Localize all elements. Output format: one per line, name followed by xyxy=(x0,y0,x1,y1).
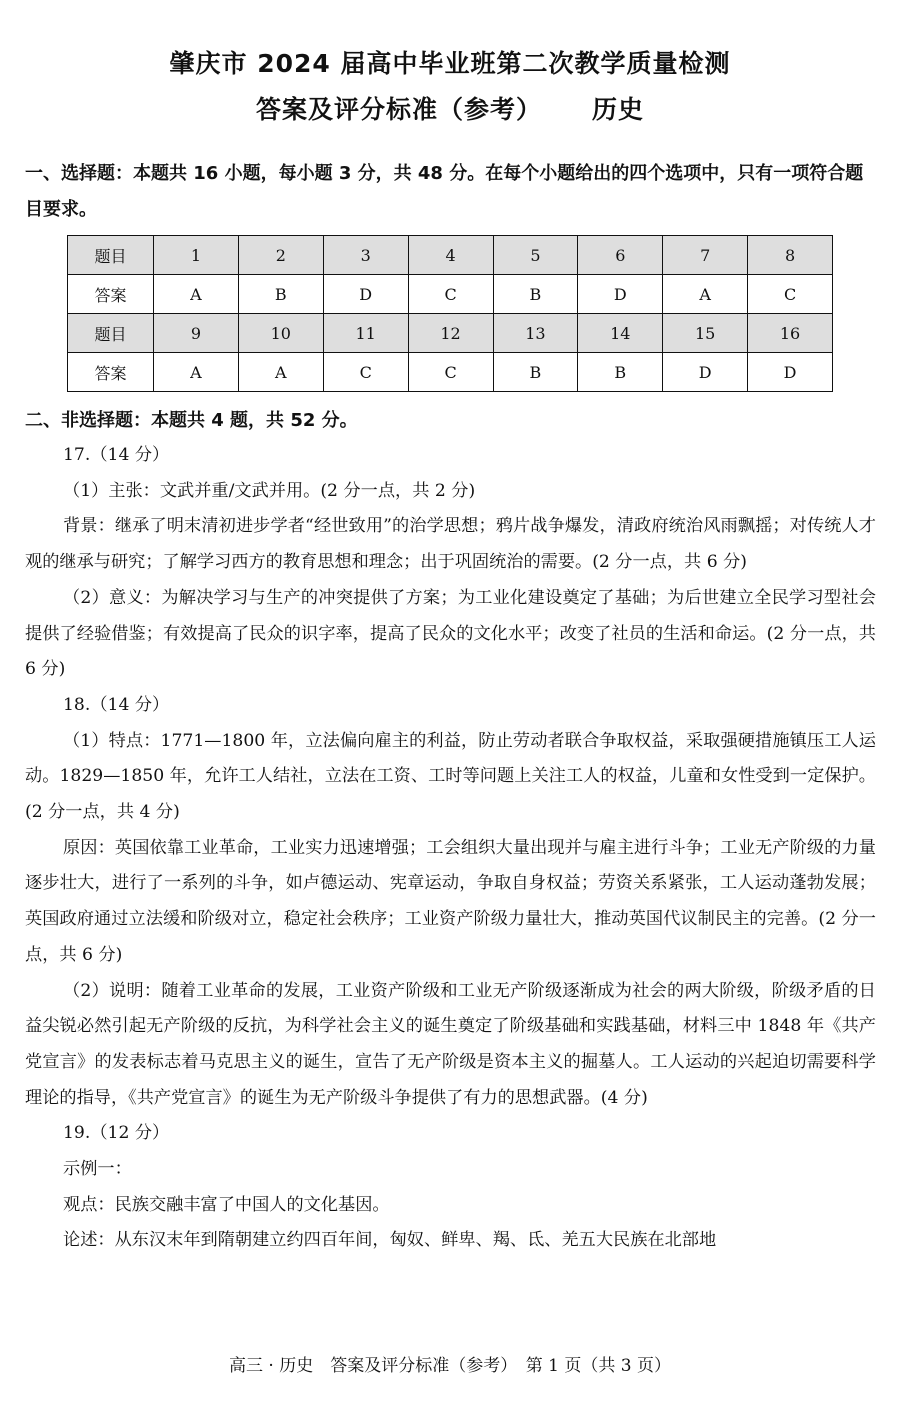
table-cell: 14 xyxy=(578,314,663,353)
subtitle-answer-key: 答案及评分标准（参考） xyxy=(255,95,542,124)
section1-heading: 一、选择题：本题共 16 小题，每小题 3 分，共 48 分。在每个小题给出的四个选项中，只有一项符合题目要求。 xyxy=(25,163,864,220)
table-cell: D xyxy=(578,275,663,314)
table-cell: 6 xyxy=(578,236,663,275)
q19-viewpoint: 观点：民族交融丰富了中国人的文化基因。 xyxy=(63,1194,390,1215)
document-title: 肇庆市 2024 届高中毕业班第二次教学质量检测 xyxy=(169,49,731,78)
table-cell: D xyxy=(323,275,408,314)
q18-part1-reasons: 原因：英国依靠工业革命，工业实力迅速增强；工会组织大量出现并与雇主进行斗争；工业无产阶级的力量逐步壮大，进行了一系列的斗争，如卢德运动、宪章运动，争取自身权益；劳资关系紧张，工人运动蓬勃发展；英国政府通过立法缓和阶级对立，稳定社会秩序；工业资产阶级力量壮大，推动英国代议制民主的完善。(2 分一点，共 6 分) xyxy=(25,837,876,965)
table-cell: 12 xyxy=(408,314,493,353)
table-cell: C xyxy=(408,353,493,392)
row-label-question: 题目 xyxy=(68,314,154,353)
table-cell: 7 xyxy=(663,236,748,275)
table-cell: C xyxy=(748,275,833,314)
table-row-answers-2 xyxy=(68,353,833,392)
table-cell: B xyxy=(493,353,578,392)
row-label-question: 题目 xyxy=(68,236,154,275)
table-cell: 11 xyxy=(323,314,408,353)
table-row-questions-2 xyxy=(68,314,833,353)
table-cell: 15 xyxy=(663,314,748,353)
q18-part1-features: （1）特点：1771—1800 年，立法偏向雇主的利益，防止劳动者联合争取权益，采取强硬措施镇压工人运动。1829—1850 年，允许工人结社，立法在工资、工时等问题上关注工人的权益，儿童和女性受到一定保护。(2 分一点，共 4 分) xyxy=(25,730,876,823)
table-cell: 9 xyxy=(154,314,239,353)
table-cell: B xyxy=(493,275,578,314)
table-cell: 16 xyxy=(748,314,833,353)
section2-heading: 二、非选择题：本题共 4 题，共 52 分。 xyxy=(25,410,358,431)
table-cell: A xyxy=(154,275,239,314)
table-cell: A xyxy=(238,353,323,392)
table-cell: D xyxy=(748,353,833,392)
q19-example-label: 示例一： xyxy=(63,1159,132,1180)
table-cell: C xyxy=(408,275,493,314)
table-cell: 8 xyxy=(748,236,833,275)
q18-part2-explanation: （2）说明：随着工业革命的发展，工业资产阶级和工业无产阶级逐渐成为社会的两大阶级，阶级矛盾的日益尖锐必然引起无产阶级的反抗，为科学社会主义的诞生奠定了阶级基础和实践基础，材料三中 1848 年《共产党宣言》的发表标志着马克思主义的诞生，宣告了无产阶级是资本主义的掘墓人。工人运动的兴起迫切需要科学理论的指导，《共产党宣言》的诞生为无产阶级斗争提供了有力的思想武器。(4 分) xyxy=(25,980,876,1108)
q17-part2-significance: （2）意义：为解决学习与生产的冲突提供了方案；为工业化建设奠定了基础；为后世建立全民学习型社会提供了经验借鉴；有效提高了民众的识字率，提高了民众的文化水平；改变了社员的生活和命运。(2 分一点，共 6 分) xyxy=(25,587,876,680)
document-subtitle xyxy=(0,90,900,126)
table-cell: 3 xyxy=(323,236,408,275)
q19-argument: 论述：从东汉末年到隋朝建立约四百年间，匈奴、鲜卑、羯、氐、羌五大民族在北部地 xyxy=(63,1230,717,1251)
answer-table xyxy=(67,235,833,392)
table-cell: C xyxy=(323,353,408,392)
page-footer: 高三 · 历史 答案及评分标准（参考） 第 1 页（共 3 页） xyxy=(229,1356,671,1376)
table-cell: D xyxy=(663,353,748,392)
q17-part1-claim: （1）主张：文武并重/文武并用。(2 分一点，共 2 分) xyxy=(63,480,476,501)
table-cell: B xyxy=(238,275,323,314)
answer-body xyxy=(25,438,876,1259)
subtitle-subject: 历史 xyxy=(592,95,645,124)
table-cell: 2 xyxy=(238,236,323,275)
table-row-questions-1 xyxy=(68,236,833,275)
table-cell: 10 xyxy=(238,314,323,353)
table-cell: B xyxy=(578,353,663,392)
table-cell: 4 xyxy=(408,236,493,275)
row-label-answer: 答案 xyxy=(68,275,154,314)
table-cell: 5 xyxy=(493,236,578,275)
row-label-answer: 答案 xyxy=(68,353,154,392)
q17-part1-background: 背景：继承了明末清初进步学者“经世致用”的治学思想；鸦片战争爆发，清政府统治风雨飘摇；对传统人才观的继承与研究；了解学习西方的教育思想和理念；出于巩固统治的需要。(2 分一点，共 6 分) xyxy=(25,516,876,573)
table-row-answers-1 xyxy=(68,275,833,314)
question-18-header: 18.（14 分） xyxy=(63,694,170,715)
table-cell: A xyxy=(663,275,748,314)
table-cell: A xyxy=(154,353,239,392)
table-cell: 1 xyxy=(154,236,239,275)
table-cell: 13 xyxy=(493,314,578,353)
question-19-header: 19.（12 分） xyxy=(63,1123,170,1144)
question-17-header: 17.（14 分） xyxy=(63,445,170,465)
